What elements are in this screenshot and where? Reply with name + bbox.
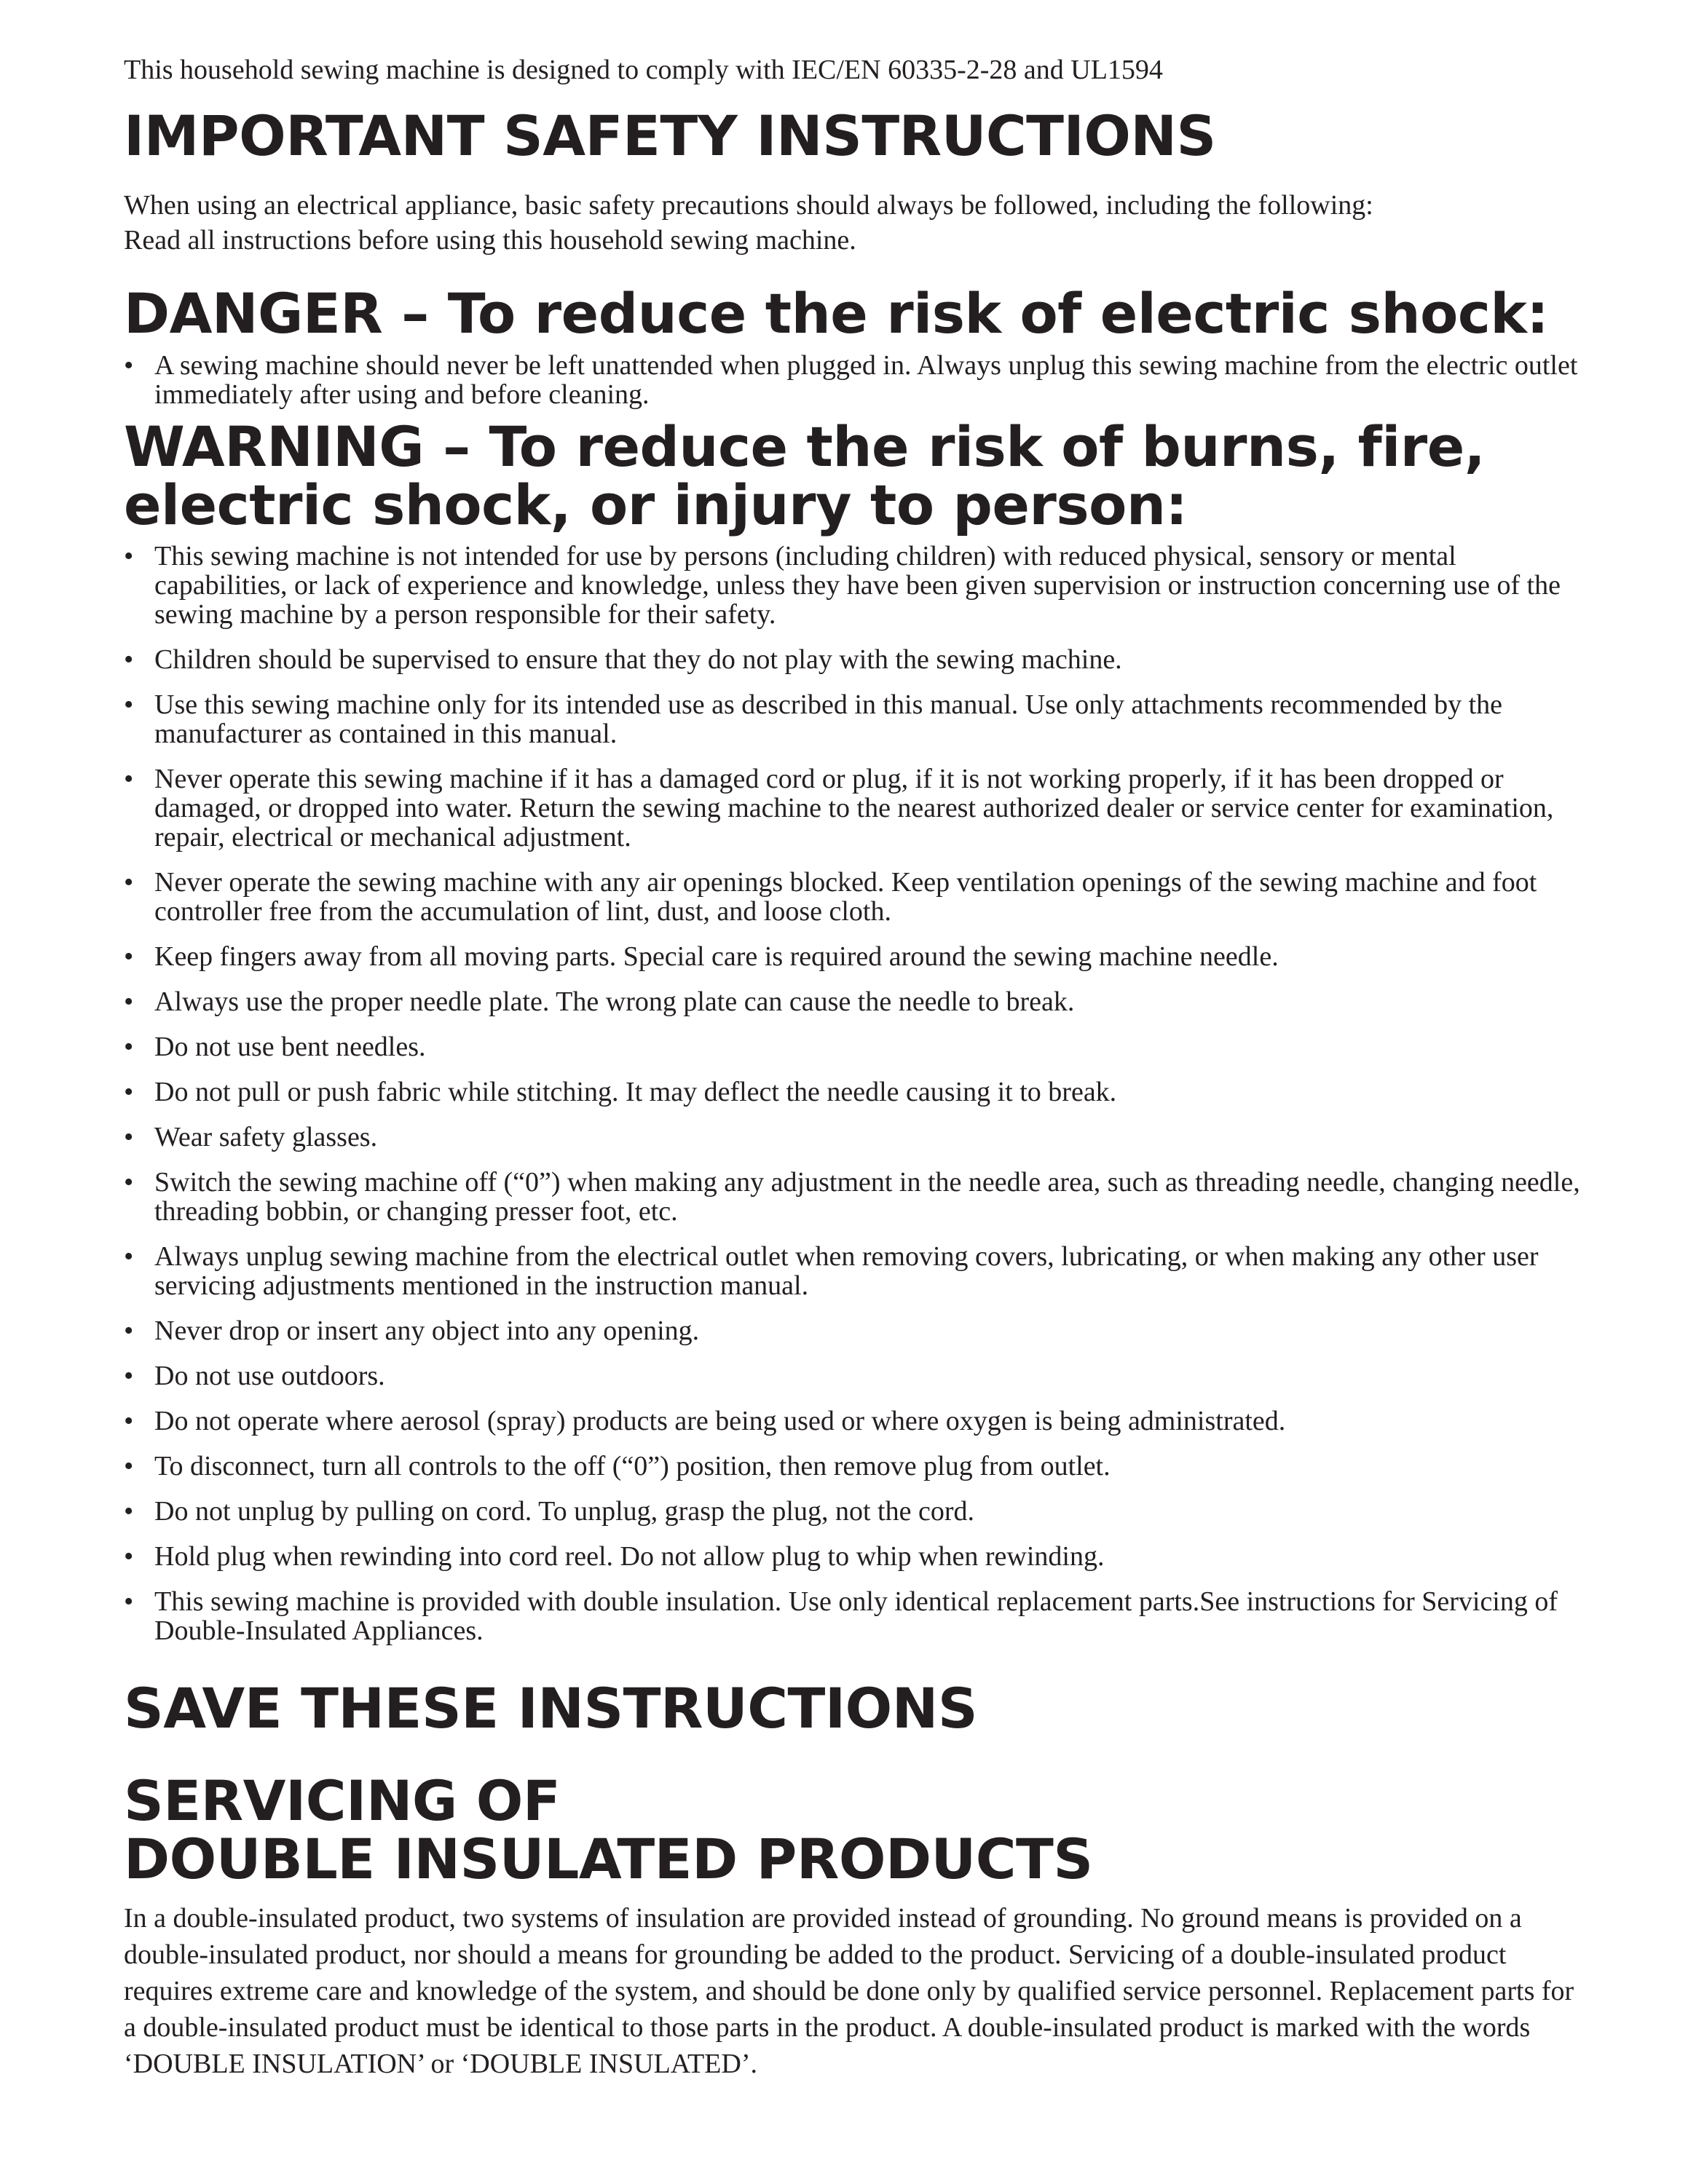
bullet-icon: • [124,644,134,675]
list-item-text: Do not use outdoors. [154,1361,385,1391]
warning-heading-line-2: electric shock, or injury to person: [124,472,1188,537]
bullet-icon: • [124,867,134,898]
list-item-text: Do not use bent needles. [154,1032,426,1062]
list-item [124,1077,1580,1107]
list-item-text: Do not pull or push fabric while stitching. It may deflect the needle causing it to break. [154,1077,1117,1107]
important-safety-heading: IMPORTANT SAFETY INSTRUCTIONS [124,103,1216,168]
list-item-text: Use this sewing machine only for its intended use as described in this manual. Use only attachments recommended by the manufacturer as contained in this manual. [154,689,1502,749]
list-item [124,1242,1580,1300]
list-item [124,1542,1580,1571]
bullet-icon: • [124,1496,134,1527]
list-item-text: Always unplug sewing machine from the electrical outlet when removing covers, lubricating, or when making any other user servicing adjustments mentioned in the instruction manual. [154,1241,1539,1301]
document-page [124,52,1580,2082]
list-item-text: Switch the sewing machine off (“0”) when making any adjustment in the needle area, such as threading needle, changing needle, threading bobbin, or changing presser foot, etc. [154,1167,1580,1227]
list-item-text: Never drop or insert any object into any opening. [154,1315,700,1346]
list-item-text: Wear safety glasses. [154,1122,378,1152]
servicing-heading-line-2: DOUBLE INSULATED PRODUCTS [124,1827,1093,1891]
warning-list [124,542,1580,1645]
danger-list [124,351,1580,409]
list-item [124,1587,1580,1645]
bullet-icon: • [124,1586,134,1617]
list-item [124,351,1580,409]
list-item-text: This sewing machine is provided with double insulation. Use only identical replacement parts.See instructions for Servicing of Double-Insulated Appliances. [154,1586,1558,1646]
list-item-text: Keep fingers away from all moving parts. Special care is required around the sewing machine needle. [154,941,1279,972]
list-item [124,542,1580,629]
important-intro-line-2: Read all instructions before using this household sewing machine. [124,225,856,256]
list-item [124,1316,1580,1345]
servicing-heading-line-1: SERVICING OF [124,1768,561,1833]
bullet-icon: • [124,986,134,1017]
bullet-icon: • [124,1032,134,1062]
save-instructions-heading: SAVE THESE INSTRUCTIONS [124,1676,978,1741]
list-item [124,868,1580,926]
bullet-icon: • [124,941,134,972]
bullet-icon: • [124,1241,134,1272]
list-item-text: Do not operate where aerosol (spray) products are being used or where oxygen is being administrated. [154,1406,1286,1436]
list-item-text: Hold plug when rewinding into cord reel. Do not allow plug to whip when rewinding. [154,1541,1105,1572]
list-item [124,1032,1580,1061]
servicing-body: In a double-insulated product, two systems of insulation are provided instead of grounding. No ground means is provided on a double-insulated product, nor should a means for grounding be added to the product. Servicing of a double-insulated product requires extreme care and knowledge of the system, and should be done only by qualified service personnel. Replacement parts for a double-insulated product must be identical to those parts in the product. A double-insulated product is marked with the words ‘DOUBLE INSULATION’ or ‘DOUBLE INSULATED’. [124,1903,1574,2079]
bullet-icon: • [124,1406,134,1436]
list-item [124,942,1580,971]
list-item [124,764,1580,852]
list-item [124,987,1580,1016]
bullet-icon: • [124,1361,134,1391]
list-item-text: This sewing machine is not intended for use by persons (including children) with reduced physical, sensory or mental capabilities, or lack of experience and knowledge, unless they have been given supervision or instruction concerning use of the sewing machine by a person responsible for their safety. [154,541,1561,630]
servicing-heading [124,1768,1580,1891]
list-item-text: Never operate this sewing machine if it has a damaged cord or plug, if it is not working properly, if it has been dropped or damaged, or dropped into water. Return the sewing machine to the nearest authorized dealer or service center for examination, repair, electrical or mechanical adjustment. [154,764,1554,852]
compliance-statement: This household sewing machine is designed to comply with IEC/EN 60335-2-28 and UL1594 [124,55,1163,85]
bullet-icon: • [124,689,134,720]
list-item [124,1123,1580,1152]
list-item-text: Children should be supervised to ensure that they do not play with the sewing machine. [154,644,1122,675]
list-item-text: Do not unplug by pulling on cord. To unplug, grasp the plug, not the cord. [154,1496,974,1527]
list-item [124,1168,1580,1226]
list-item [124,1406,1580,1436]
bullet-icon: • [124,1122,134,1152]
bullet-icon: • [124,350,134,381]
list-item [124,1361,1580,1390]
bullet-icon: • [124,1541,134,1572]
list-item-text: To disconnect, turn all controls to the off (“0”) position, then remove plug from outlet. [154,1451,1111,1481]
bullet-icon: • [124,541,134,571]
bullet-icon: • [124,1077,134,1107]
list-item-text: A sewing machine should never be left unattended when plugged in. Always unplug this sewing machine from the electric outlet immediately after using and before cleaning. [154,350,1578,410]
list-item [124,645,1580,674]
list-item [124,690,1580,748]
bullet-icon: • [124,1451,134,1481]
warning-heading [124,414,1580,537]
danger-heading: DANGER – To reduce the risk of electric shock: [124,281,1549,346]
bullet-icon: • [124,1167,134,1198]
bullet-icon: • [124,1315,134,1346]
bullet-icon: • [124,764,134,794]
list-item [124,1452,1580,1481]
list-item-text: Always use the proper needle plate. The wrong plate can cause the needle to break. [154,986,1075,1017]
important-intro-line-1: When using an electrical appliance, basic safety precautions should always be followed, including the following: [124,190,1373,221]
warning-heading-line-1: WARNING – To reduce the risk of burns, fire, [124,414,1486,479]
list-item [124,1497,1580,1526]
list-item-text: Never operate the sewing machine with any air openings blocked. Keep ventilation openings of the sewing machine and foot controller free from the accumulation of lint, dust, and loose cloth. [154,867,1537,927]
